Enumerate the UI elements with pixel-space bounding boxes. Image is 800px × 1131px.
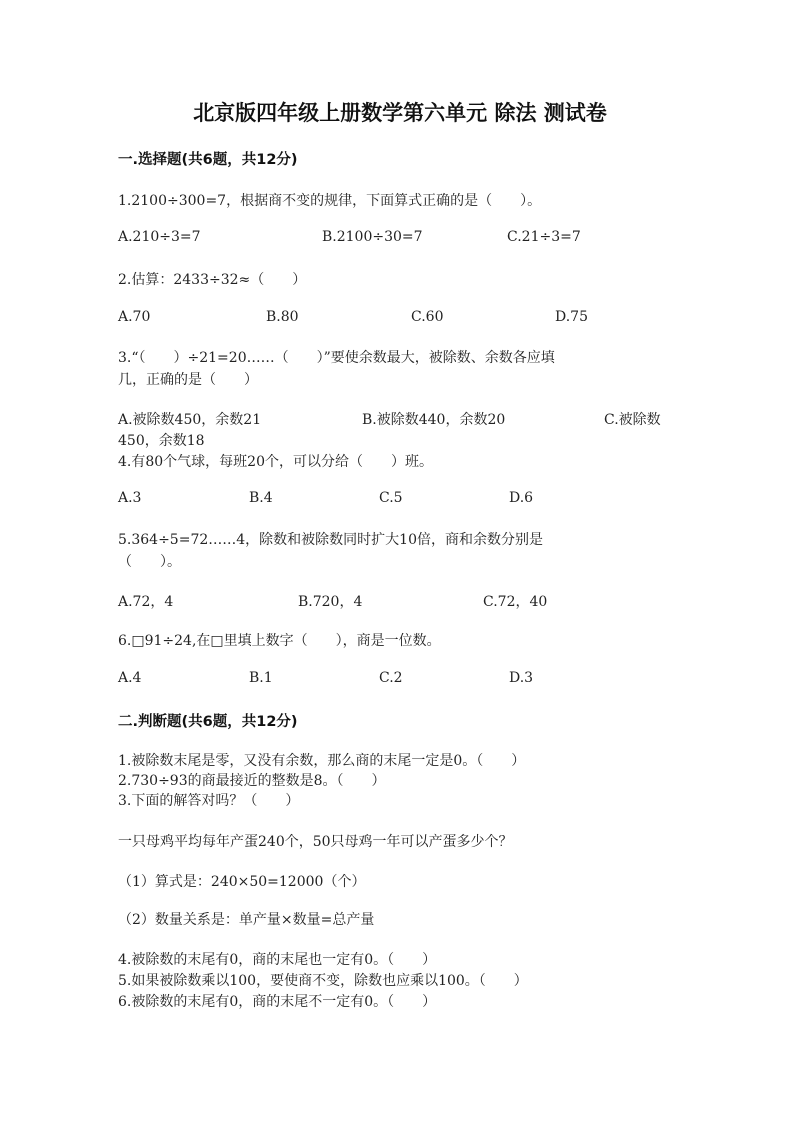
q5-option-b: B.720，4: [298, 594, 363, 610]
question-3-line-2: 几，正确的是（ ）: [118, 372, 258, 388]
q1-option-c: C.21÷3=7: [507, 229, 581, 245]
page-title: 北京版四年级上册数学第六单元 除法 测试卷: [193, 101, 607, 125]
judgement-item-3: 3.下面的解答对吗？（ ）: [118, 793, 300, 809]
q6-option-b: B.1: [249, 670, 273, 686]
judgement-item-4: 4.被除数的末尾有0，商的末尾也一定有0。（ ）: [118, 952, 437, 968]
q5-option-c: C.72，40: [483, 594, 548, 610]
q2-option-c: C.60: [411, 309, 444, 325]
judgement-item-5: 5.如果被除数乘以100，要使商不变，除数也应乘以100。（ ）: [118, 973, 528, 989]
q4-option-c: C.5: [379, 490, 403, 506]
q2-option-d: D.75: [555, 309, 588, 325]
q6-option-c: C.2: [379, 670, 403, 686]
q3-option-c-cont: 450，余数18: [118, 433, 205, 449]
q6-option-a: A.4: [118, 670, 142, 686]
question-1: 1.2100÷300=7，根据商不变的规律，下面算式正确的是（ ）。: [118, 193, 542, 209]
q4-option-d: D.6: [509, 490, 534, 506]
question-4: 4.有80个气球，每班20个，可以分给（ ）班。: [118, 454, 433, 470]
q3-option-b: B.被除数440，余数20: [362, 412, 506, 428]
judgement-item-2: 2.730÷93的商最接近的整数是8。（ ）: [118, 773, 386, 789]
q3-option-a: A.被除数450，余数21: [118, 412, 262, 428]
judgement-item-6: 6.被除数的末尾有0，商的末尾不一定有0。（ ）: [118, 994, 437, 1010]
q1-option-a: A.210÷3=7: [118, 229, 201, 245]
judgement-item-1: 1.被除数末尾是零，又没有余数，那么商的末尾一定是0。（ ）: [118, 753, 526, 769]
question-3-line-1: 3.“（ ）÷21=20……（ ）”要使余数最大，被除数、余数各应填: [118, 350, 555, 366]
q4-option-a: A.3: [118, 490, 142, 506]
question-5-line-2: （ ）。: [118, 554, 181, 570]
q1-option-b: B.2100÷30=7: [322, 229, 423, 245]
judgement-item-3-sub-2: （2）数量关系是：单产量×数量=总产量: [118, 912, 375, 928]
q6-option-d: D.3: [509, 670, 534, 686]
judgement-item-3-problem: 一只母鸡平均每年产蛋240个，50只母鸡一年可以产蛋多少个？: [118, 834, 513, 850]
q2-option-b: B.80: [266, 309, 299, 325]
question-6: 6.□91÷24,在□里填上数字（ ），商是一位数。: [118, 633, 441, 649]
section-heading-choice: 一.选择题(共6题，共12分): [118, 152, 298, 168]
section-heading-judgement: 二.判断题(共6题，共12分): [118, 714, 298, 730]
q4-option-b: B.4: [249, 490, 273, 506]
q3-option-c: C.被除数: [604, 412, 661, 428]
q5-option-a: A.72，4: [118, 594, 174, 610]
question-5-line-1: 5.364÷5=72……4，除数和被除数同时扩大10倍，商和余数分别是: [118, 532, 543, 548]
question-2: 2.估算：2433÷32≈（ ）: [118, 272, 307, 288]
q2-option-a: A.70: [118, 309, 151, 325]
judgement-item-3-sub-1: （1）算式是：240×50=12000（个）: [118, 874, 366, 890]
